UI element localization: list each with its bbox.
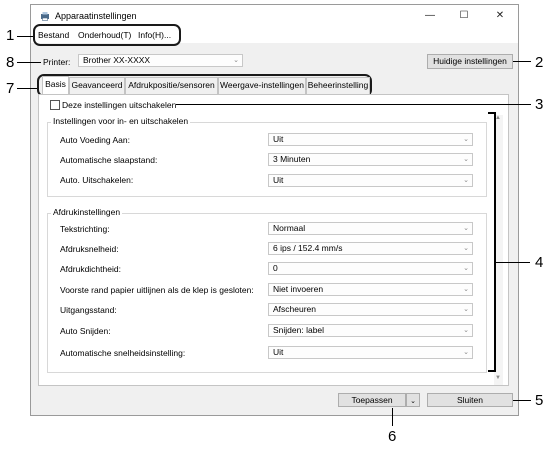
chevron-down-icon: ⌄ bbox=[463, 177, 469, 184]
chevron-down-icon: ⌄ bbox=[463, 156, 469, 163]
auto-sleep-value: 3 Minuten bbox=[273, 154, 311, 164]
auto-sleep-label: Automatische slaapstand: bbox=[60, 155, 158, 165]
callout-number-2: 2 bbox=[535, 54, 544, 71]
tab-geavanceerd[interactable]: Geavanceerd bbox=[69, 77, 125, 94]
print-density-select[interactable] bbox=[268, 262, 473, 275]
callout-leader-8 bbox=[17, 62, 41, 63]
printer-label: Printer: bbox=[43, 57, 71, 67]
align-leading-edge-label: Voorste rand papier uitlijnen als de klep is gesloten: bbox=[60, 285, 254, 295]
print-group-title: Afdrukinstellingen bbox=[53, 207, 121, 217]
auto-power-off-value: Uit bbox=[273, 175, 284, 185]
print-speed-label: Afdruksnelheid: bbox=[60, 244, 119, 254]
callout-leader-7 bbox=[17, 88, 37, 89]
callout-leader-1 bbox=[17, 36, 33, 37]
callout-number-6: 6 bbox=[388, 428, 397, 445]
chevron-down-icon: ⌄ bbox=[463, 225, 469, 232]
callout-number-4: 4 bbox=[535, 254, 544, 271]
chevron-down-icon: ⌄ bbox=[463, 306, 469, 313]
print-speed-value: 6 ips / 152.4 mm/s bbox=[273, 243, 343, 253]
apply-dropdown-button[interactable] bbox=[406, 393, 420, 407]
callout-leader-6 bbox=[392, 408, 393, 426]
callout-number-8: 8 bbox=[6, 54, 15, 71]
callout-leader-3 bbox=[176, 104, 531, 105]
auto-power-on-label: Auto Voeding Aan: bbox=[60, 135, 130, 145]
exit-mode-select[interactable] bbox=[268, 303, 473, 316]
menu-callout-box bbox=[33, 24, 181, 46]
menu-onderhoud[interactable]: Onderhoud(T) bbox=[78, 30, 132, 40]
chevron-down-icon: ⌄ bbox=[463, 286, 469, 293]
callout-number-5: 5 bbox=[535, 392, 544, 409]
auto-power-off-label: Auto. Uitschakelen: bbox=[60, 175, 134, 185]
auto-cut-value: Snijden: label bbox=[273, 325, 325, 335]
chevron-down-icon: ⌄ bbox=[463, 265, 469, 272]
auto-speed-value: Uit bbox=[273, 347, 284, 357]
exit-mode-label: Uitgangsstand: bbox=[60, 305, 117, 315]
apply-button[interactable]: Toepassen bbox=[338, 393, 406, 407]
auto-power-on-select[interactable] bbox=[268, 133, 473, 146]
auto-power-off-select[interactable] bbox=[268, 174, 473, 187]
callout-bracket-4 bbox=[488, 112, 496, 372]
callout-leader-5 bbox=[513, 400, 531, 401]
align-leading-edge-select[interactable] bbox=[268, 283, 473, 296]
tab-basis[interactable]: Basis bbox=[42, 76, 69, 95]
callout-number-3: 3 bbox=[535, 96, 544, 113]
chevron-down-icon: ⌄ bbox=[233, 57, 239, 64]
callout-leader-2 bbox=[513, 61, 531, 62]
print-density-label: Afdrukdichtheid: bbox=[60, 264, 121, 274]
minimize-button[interactable]: — bbox=[425, 10, 435, 21]
chevron-down-icon: ⌄ bbox=[463, 245, 469, 252]
current-settings-button[interactable]: Huidige instellingen bbox=[427, 54, 513, 69]
callout-number-7: 7 bbox=[6, 80, 15, 97]
callout-number-1: 1 bbox=[6, 27, 15, 44]
text-direction-select[interactable] bbox=[268, 222, 473, 235]
auto-sleep-select[interactable] bbox=[268, 153, 473, 166]
tab-afdrukpositie[interactable]: Afdrukpositie/sensoren bbox=[125, 77, 218, 94]
auto-cut-select[interactable] bbox=[268, 324, 473, 337]
scroll-up-icon[interactable]: ▲ bbox=[495, 115, 501, 121]
menu-bestand[interactable]: Bestand bbox=[38, 30, 70, 40]
chevron-down-icon: ⌄ bbox=[410, 398, 416, 405]
printer-select[interactable] bbox=[78, 54, 243, 67]
chevron-down-icon: ⌄ bbox=[463, 136, 469, 143]
print-speed-select[interactable] bbox=[268, 242, 473, 255]
print-density-value: 0 bbox=[273, 263, 278, 273]
close-window-button[interactable]: ✕ bbox=[495, 10, 505, 21]
exit-mode-value: Afscheuren bbox=[273, 304, 316, 314]
power-group-title: Instellingen voor in- en uitschakelen bbox=[53, 116, 189, 126]
tab-beheer[interactable]: Beheerinstelling bbox=[306, 77, 370, 94]
close-button[interactable]: Sluiten bbox=[427, 393, 513, 407]
disable-settings-label: Deze instellingen uitschakelen bbox=[62, 100, 177, 110]
chevron-down-icon: ⌄ bbox=[463, 327, 469, 334]
auto-power-on-value: Uit bbox=[273, 134, 284, 144]
text-direction-label: Tekstrichting: bbox=[60, 224, 110, 234]
text-direction-value: Normaal bbox=[273, 223, 306, 233]
align-leading-edge-value: Niet invoeren bbox=[273, 284, 324, 294]
chevron-down-icon: ⌄ bbox=[463, 349, 469, 356]
printer-value: Brother XX-XXXX bbox=[83, 55, 151, 65]
auto-speed-select[interactable] bbox=[268, 346, 473, 359]
window-title: Apparaatinstellingen bbox=[55, 11, 137, 21]
auto-speed-label: Automatische snelheidsinstelling: bbox=[60, 348, 186, 358]
disable-settings-checkbox[interactable] bbox=[50, 100, 60, 110]
scroll-down-icon[interactable]: ▼ bbox=[495, 375, 501, 381]
callout-leader-4 bbox=[496, 262, 530, 263]
auto-cut-label: Auto Snijden: bbox=[60, 326, 111, 336]
printer-settings-icon bbox=[40, 11, 50, 21]
maximize-button[interactable]: ☐ bbox=[459, 10, 469, 21]
menu-info[interactable]: Info(H)... bbox=[138, 30, 172, 40]
tab-weergave[interactable]: Weergave-instellingen bbox=[218, 77, 306, 94]
